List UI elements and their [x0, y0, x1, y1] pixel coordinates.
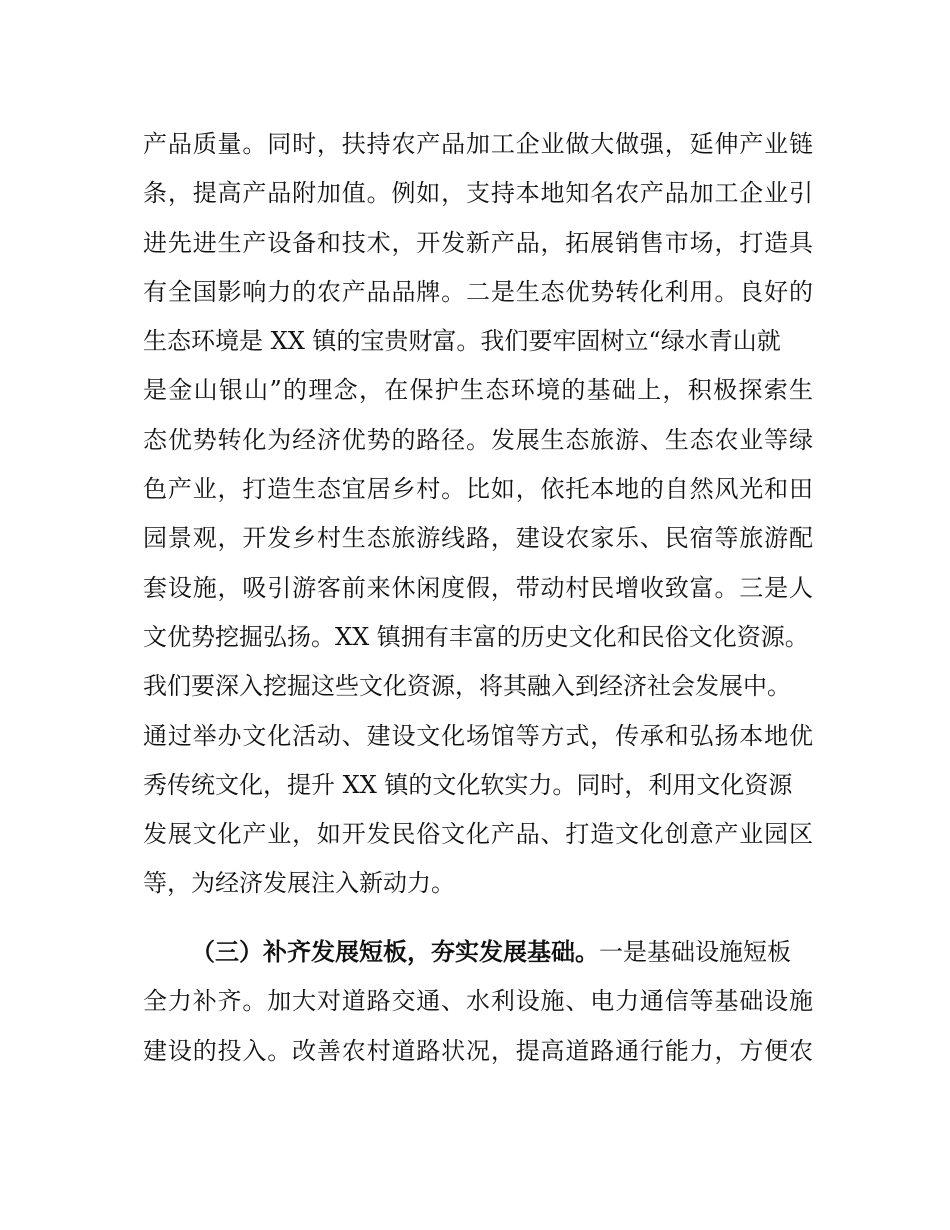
paragraph-1	[143, 120, 813, 909]
section-heading: （三）补齐发展短板，夯实发展基础。	[191, 938, 599, 966]
paragraph-1-line: 生态环境是 XX 镇的宝贵财富。我们要牢固树立“绿水青山就	[143, 327, 781, 356]
paragraph-1-line: 进先进生产设备和技术，开发新产品，拓展销售市场，打造具	[143, 228, 813, 257]
paragraph-1-line: 有全国影响力的农产品品牌。二是生态优势转化利用。良好的	[143, 277, 813, 306]
paragraph-1-line: 条，提高产品附加值。例如，支持本地知名农产品加工企业引	[143, 179, 813, 208]
paragraph-1-line: 等，为经济发展注入新动力。	[143, 869, 455, 898]
paragraph-1-line: 我们要深入挖掘这些文化资源，将其融入到经济社会发展中。	[143, 672, 791, 701]
paragraph-2-first-line	[143, 928, 813, 977]
paragraph-1-line: 园景观，开发乡村生态旅游线路，建设农家乐、民宿等旅游配	[143, 524, 813, 553]
paragraph-1-line: 态优势转化为经济优势的路径。发展生态旅游、生态农业等绿	[143, 425, 813, 454]
paragraph-2-first-line-text: 一是基础设施短板	[599, 938, 791, 966]
paragraph-1-line: 文优势挖掘弘扬。XX 镇拥有丰富的历史文化和民俗文化资源。	[143, 622, 809, 651]
paragraph-2-line: 建设的投入。改善农村道路状况，提高道路通行能力，方便农	[143, 1036, 813, 1065]
paragraph-1-line: 套设施，吸引游客前来休闲度假，带动村民增收致富。三是人	[143, 573, 813, 602]
paragraph-1-line: 秀传统文化，提升 XX 镇的文化软实力。同时，利用文化资源	[143, 770, 793, 799]
paragraph-1-line: 色产业，打造生态宜居乡村。比如，依托本地的自然风光和田	[143, 475, 813, 504]
paragraph-2	[143, 928, 813, 1076]
paragraph-1-line: 产品质量。同时，扶持农产品加工企业做大做强，延伸产业链	[143, 130, 813, 158]
paragraph-1-line: 通过举办文化活动、建设文化场馆等方式，传承和弘扬本地优	[143, 721, 813, 750]
paragraph-1-line: 发展文化产业，如开发民俗文化产品、打造文化创意产业园区	[143, 820, 813, 849]
paragraph-2-line: 全力补齐。加大对道路交通、水利设施、电力通信等基础设施	[143, 987, 813, 1016]
paragraph-1-line: 是金山银山”的理念，在保护生态环境的基础上，积极探索生	[143, 376, 813, 405]
